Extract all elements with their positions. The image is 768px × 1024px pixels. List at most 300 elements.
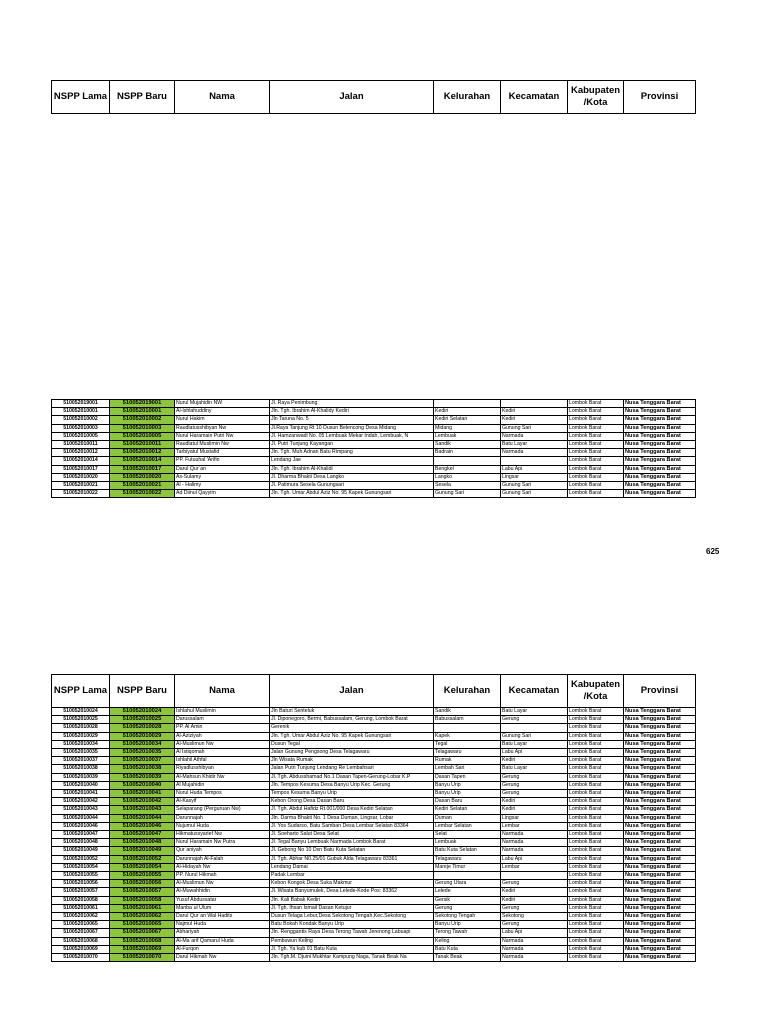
cell-kabupaten-kota: Lombok Barat	[568, 855, 624, 863]
cell-jalan: Padak Lembar	[270, 872, 434, 880]
table-row	[52, 449, 696, 457]
table-row	[52, 839, 696, 847]
cell-nspp-baru: 510052010035	[110, 749, 175, 757]
cell-kabupaten-kota: Lombok Barat	[568, 708, 624, 716]
cell-kabupaten-kota: Lombok Barat	[568, 831, 624, 839]
cell-provinsi: Nusa Tenggara Barat	[624, 716, 696, 724]
cell-nama: Al - Halimy	[175, 482, 270, 490]
cell-kelurahan: Dasan Tapen	[434, 773, 501, 781]
cell-nspp-baru: 510052010012	[110, 449, 175, 457]
table-row	[52, 441, 696, 449]
cell-kelurahan: Sandik	[434, 708, 501, 716]
cell-nspp-baru: 510052010043	[110, 806, 175, 814]
cell-nspp-baru: 510052010038	[110, 765, 175, 773]
cell-nama: Nurul Mujahidin NW	[175, 400, 270, 408]
table-row	[52, 473, 696, 481]
cell-nama: Tarbiyatul Mustafid	[175, 449, 270, 457]
cell-nspp-baru: 510052010025	[110, 716, 175, 724]
cell-nspp-lama: 510052010035	[52, 749, 110, 757]
col-kabupaten-kota: Kabupaten /Kota	[568, 81, 624, 114]
cell-nspp-lama: 510052010040	[52, 781, 110, 789]
cell-kelurahan: Lelede	[434, 888, 501, 896]
cell-nspp-lama: 510052010028	[52, 724, 110, 732]
cell-jalan: Jln. Tgh. Ibrahim Al-Khalidi	[270, 465, 434, 473]
cell-nama: Al-Mahsun Khidir Nw	[175, 773, 270, 781]
cell-kelurahan	[434, 400, 501, 408]
cell-nspp-lama: 510052010029	[52, 732, 110, 740]
table-row	[52, 482, 696, 490]
cell-provinsi: Nusa Tenggara Barat	[624, 896, 696, 904]
cell-nspp-baru: 510052010037	[110, 757, 175, 765]
cell-nspp-baru: 510052010052	[110, 855, 175, 863]
cell-kabupaten-kota: Lombok Barat	[568, 432, 624, 440]
cell-kelurahan: Lembar Selatan	[434, 822, 501, 830]
cell-nspp-baru: 510052010039	[110, 773, 175, 781]
col-kelurahan: Kelurahan	[434, 675, 501, 708]
cell-nspp-lama: 510052010042	[52, 798, 110, 806]
cell-nspp-lama: 510052010057	[52, 888, 110, 896]
cell-kecamatan: Batu Layar	[501, 708, 568, 716]
cell-nspp-baru: 510052010011	[110, 441, 175, 449]
cell-kecamatan: Gerung	[501, 790, 568, 798]
cell-kabupaten-kota: Lombok Barat	[568, 400, 624, 408]
cell-nama: Al-Furqon	[175, 945, 270, 953]
cell-nspp-lama: 510052010011	[52, 441, 110, 449]
cell-kecamatan: Narmada	[501, 831, 568, 839]
cell-kecamatan: Narmada	[501, 937, 568, 945]
cell-nama: Nujumul Huda	[175, 822, 270, 830]
table-row	[52, 822, 696, 830]
cell-kecamatan: Lembar	[501, 863, 568, 871]
cell-kabupaten-kota: Lombok Barat	[568, 757, 624, 765]
cell-kecamatan: Gunung Sari	[501, 490, 568, 498]
data-table-page-1	[51, 399, 696, 498]
cell-nama: Nurul Hakim	[175, 416, 270, 424]
cell-provinsi: Nusa Tenggara Barat	[624, 929, 696, 937]
cell-provinsi: Nusa Tenggara Barat	[624, 773, 696, 781]
cell-provinsi: Nusa Tenggara Barat	[624, 457, 696, 465]
cell-nspp-lama: 510052010047	[52, 831, 110, 839]
cell-nspp-lama: 510052010022	[52, 490, 110, 498]
cell-kelurahan: Tegal	[434, 740, 501, 748]
cell-nama: Manba`ul Ulum	[175, 904, 270, 912]
cell-kecamatan: Labu Api	[501, 465, 568, 473]
cell-nspp-baru: 510052010001	[110, 408, 175, 416]
cell-kabupaten-kota: Lombok Barat	[568, 773, 624, 781]
cell-provinsi: Nusa Tenggara Barat	[624, 872, 696, 880]
cell-nspp-baru: 510052010014	[110, 457, 175, 465]
cell-nama: Darul Qur`an	[175, 465, 270, 473]
cell-kabupaten-kota: Lombok Barat	[568, 814, 624, 822]
cell-nspp-baru: 510052010034	[110, 740, 175, 748]
cell-kabupaten-kota: Lombok Barat	[568, 441, 624, 449]
cell-nspp-baru: 510052010042	[110, 798, 175, 806]
cell-jalan: Jln. Tgh. Muh Adnan Batu Rimpang	[270, 449, 434, 457]
cell-kabupaten-kota: Lombok Barat	[568, 798, 624, 806]
cell-provinsi: Nusa Tenggara Barat	[624, 863, 696, 871]
cell-nama: Darunnajah	[175, 814, 270, 822]
table-row	[52, 716, 696, 724]
cell-nspp-lama: 510052010017	[52, 465, 110, 473]
table-row	[52, 913, 696, 921]
cell-kecamatan: Lembar	[501, 822, 568, 830]
cell-kecamatan: Gerung	[501, 904, 568, 912]
cell-kabupaten-kota: Lombok Barat	[568, 473, 624, 481]
cell-nama: Al-Aziziyah	[175, 732, 270, 740]
cell-kelurahan	[434, 457, 501, 465]
cell-provinsi: Nusa Tenggara Barat	[624, 937, 696, 945]
cell-provinsi: Nusa Tenggara Barat	[624, 416, 696, 424]
cell-kelurahan: Badrain	[434, 449, 501, 457]
cell-kecamatan: Narmada	[501, 432, 568, 440]
cell-provinsi: Nusa Tenggara Barat	[624, 724, 696, 732]
table-row	[52, 408, 696, 416]
cell-nspp-lama: 510052010025	[52, 716, 110, 724]
table-row	[52, 847, 696, 855]
cell-kelurahan: Banyu Urip	[434, 781, 501, 789]
cell-nama: Qur`aniyah	[175, 847, 270, 855]
cell-kabupaten-kota: Lombok Barat	[568, 416, 624, 424]
cell-kelurahan: Terong Tawah	[434, 929, 501, 937]
cell-provinsi: Nusa Tenggara Barat	[624, 831, 696, 839]
cell-nspp-lama: 510052010070	[52, 954, 110, 962]
cell-provinsi: Nusa Tenggara Barat	[624, 490, 696, 498]
cell-kelurahan: Bengkel	[434, 465, 501, 473]
cell-kecamatan: Lingsar	[501, 473, 568, 481]
cell-nspp-lama: 510052010041	[52, 790, 110, 798]
cell-kelurahan: Kediri	[434, 408, 501, 416]
cell-kecamatan: Kediri	[501, 888, 568, 896]
cell-nspp-lama: 510052010039	[52, 773, 110, 781]
cell-nspp-lama: 510052010014	[52, 457, 110, 465]
cell-jalan: Jln. Tgh. Umar Abdul Aziz No. 95 Kapek Gunungsari	[270, 490, 434, 498]
cell-provinsi: Nusa Tenggara Barat	[624, 954, 696, 962]
cell-kecamatan: Labu Api	[501, 855, 568, 863]
cell-jalan: Jl. Tgh. Ihsan Ismail Dasan Ketujur	[270, 904, 434, 912]
cell-jalan: Jln Taruna No. 5	[270, 416, 434, 424]
cell-nspp-lama: 510052010061	[52, 904, 110, 912]
table-row	[52, 749, 696, 757]
cell-kabupaten-kota: Lombok Barat	[568, 482, 624, 490]
cell-jalan: Kebon Orong Desa Dasan Baru	[270, 798, 434, 806]
table-row	[52, 724, 696, 732]
cell-nspp-lama: 510052010037	[52, 757, 110, 765]
cell-kelurahan: Langko	[434, 473, 501, 481]
table-row	[52, 929, 696, 937]
cell-kabupaten-kota: Lombok Barat	[568, 929, 624, 937]
cell-nama: Al-Ma`arif Qamarul Huda	[175, 937, 270, 945]
cell-nama: Yusuf Abdussatar	[175, 896, 270, 904]
col-jalan: Jalan	[270, 675, 434, 708]
cell-kecamatan: Kediri	[501, 757, 568, 765]
cell-kecamatan: Batu Layar	[501, 441, 568, 449]
table-header-page-1	[51, 80, 696, 114]
cell-kabupaten-kota: Lombok Barat	[568, 465, 624, 473]
cell-nspp-lama: 510052010056	[52, 880, 110, 888]
cell-kabupaten-kota: Lombok Barat	[568, 913, 624, 921]
cell-kecamatan: Gerung	[501, 773, 568, 781]
cell-kecamatan	[501, 872, 568, 880]
cell-kecamatan: Batu Layar	[501, 740, 568, 748]
col-nspp-lama: NSPP Lama	[52, 675, 110, 708]
cell-kecamatan: Gunung Sari	[501, 482, 568, 490]
cell-nama: Najmul Huda	[175, 921, 270, 929]
cell-provinsi: Nusa Tenggara Barat	[624, 449, 696, 457]
table-row	[52, 954, 696, 962]
cell-nspp-baru: 510052010002	[110, 416, 175, 424]
cell-jalan: Jl. Tgh. Abhar N0.25/01 Gubuk Alda Telagawaru 83361	[270, 855, 434, 863]
cell-nspp-baru: 510052010022	[110, 490, 175, 498]
cell-nama: Al-Ishlahuddiny	[175, 408, 270, 416]
cell-provinsi: Nusa Tenggara Barat	[624, 806, 696, 814]
cell-jalan: Jalan Gunung Pengsong Desa Telagawaru	[270, 749, 434, 757]
cell-kelurahan: Lembuak	[434, 432, 501, 440]
cell-nama: Selaparang (Perguruan Nw)	[175, 806, 270, 814]
cell-kabupaten-kota: Lombok Barat	[568, 888, 624, 896]
cell-nspp-baru: 510052010058	[110, 896, 175, 904]
cell-nama: Al-Kasyif	[175, 798, 270, 806]
col-kecamatan: Kecamatan	[501, 81, 568, 114]
cell-jalan: Jl. Yos Sudarso, Batu Samban Desa Lembar Selatan 83364	[270, 822, 434, 830]
table-row	[52, 863, 696, 871]
cell-kelurahan: Duman	[434, 814, 501, 822]
cell-kelurahan: Gerung Utara	[434, 880, 501, 888]
cell-jalan: Jln. Tempos Kesuma Desa Banyu Urip Kec. Gerung	[270, 781, 434, 789]
cell-kabupaten-kota: Lombok Barat	[568, 937, 624, 945]
cell-nama: Ishlahil Athfal	[175, 757, 270, 765]
cell-kelurahan: Babussalam	[434, 716, 501, 724]
cell-provinsi: Nusa Tenggara Barat	[624, 408, 696, 416]
table-header-page-2	[52, 675, 696, 708]
col-nspp-baru: NSPP Baru	[110, 81, 175, 114]
cell-jalan: Jl. Soeharto Salut Desa Selat	[270, 831, 434, 839]
cell-nspp-baru: 510052010049	[110, 847, 175, 855]
cell-jalan: Jl. Patimura Sesela Gunungsari	[270, 482, 434, 490]
cell-jalan: Batu Bokah Kondak Banyu Urip	[270, 921, 434, 929]
cell-kelurahan: Selat	[434, 831, 501, 839]
cell-nama: Al-Hidayah Nw	[175, 863, 270, 871]
cell-kecamatan: Kediri	[501, 896, 568, 904]
cell-provinsi: Nusa Tenggara Barat	[624, 400, 696, 408]
cell-nspp-lama: 510052010020	[52, 473, 110, 481]
col-kecamatan: Kecamatan	[501, 675, 568, 708]
cell-kelurahan: Gersik	[434, 896, 501, 904]
cell-jalan: Jl. Hamzanwadi No. 05 Lembuak Mekar Indah, Lembuak, N	[270, 432, 434, 440]
cell-nama: Nurul Huda Tempos	[175, 790, 270, 798]
col-provinsi: Provinsi	[624, 675, 696, 708]
cell-nspp-lama: 510052010052	[52, 855, 110, 863]
cell-nspp-lama: 510052010065	[52, 921, 110, 929]
table-row	[52, 708, 696, 716]
cell-nspp-baru: 510052010070	[110, 954, 175, 962]
cell-kecamatan: Narmada	[501, 839, 568, 847]
cell-kecamatan: Labu Api	[501, 929, 568, 937]
cell-nspp-lama: 510052010003	[52, 424, 110, 432]
cell-nama: PP. Nurul Hikmah	[175, 872, 270, 880]
cell-kabupaten-kota: Lombok Barat	[568, 740, 624, 748]
cell-nama: Ad Diinul Qayyim	[175, 490, 270, 498]
table-row	[52, 814, 696, 822]
table-row	[52, 781, 696, 789]
cell-kecamatan: Narmada	[501, 945, 568, 953]
cell-kelurahan: Kediri Selatan	[434, 416, 501, 424]
table-row	[52, 765, 696, 773]
cell-jalan: Jl. Raya Penimbung	[270, 400, 434, 408]
cell-jalan: Jl. Tgh. Abdul Hafidz Rt.001/000 Desa Kediri Selatan	[270, 806, 434, 814]
table-row	[52, 872, 696, 880]
cell-kelurahan	[434, 872, 501, 880]
cell-nspp-baru: 510052010048	[110, 839, 175, 847]
cell-jalan: Dusun Telaga Lebur,Desa Sekotong Tengah,Kec.Sekotong	[270, 913, 434, 921]
cell-jalan: Jl. Tgh. Ya`kub 01 Batu Kuta	[270, 945, 434, 953]
cell-provinsi: Nusa Tenggara Barat	[624, 482, 696, 490]
col-provinsi: Provinsi	[624, 81, 696, 114]
table-row	[52, 880, 696, 888]
cell-nama: PP. Futuuhal 'Arifin	[175, 457, 270, 465]
page-number: 625	[706, 547, 720, 556]
cell-nspp-lama: 510052010049	[52, 847, 110, 855]
cell-nama: Darunnajah Al-Falah	[175, 855, 270, 863]
cell-kabupaten-kota: Lombok Barat	[568, 790, 624, 798]
cell-provinsi: Nusa Tenggara Barat	[624, 781, 696, 789]
table-row	[52, 757, 696, 765]
table-row	[52, 740, 696, 748]
cell-jalan: Dusun Tegal	[270, 740, 434, 748]
cell-nama: Darul Qur`an Wal Hadits	[175, 913, 270, 921]
cell-jalan: Jl. Tgh. Abdusshamad No.1 Dasan Tapen-Gerung-Lobar K.P	[270, 773, 434, 781]
cell-nspp-lama: 510052010034	[52, 740, 110, 748]
table-row	[52, 424, 696, 432]
col-nspp-baru: NSPP Baru	[110, 675, 175, 708]
cell-kecamatan: Lingsar	[501, 814, 568, 822]
cell-kecamatan: Gerung	[501, 781, 568, 789]
cell-nama: Hikmatussyarief Nw	[175, 831, 270, 839]
cell-nspp-baru: 510052010046	[110, 822, 175, 830]
cell-nama: Al-Muwahhidin	[175, 888, 270, 896]
cell-kabupaten-kota: Lombok Barat	[568, 724, 624, 732]
cell-kecamatan	[501, 724, 568, 732]
cell-kelurahan: Midang	[434, 424, 501, 432]
cell-nspp-baru: 510052010024	[110, 708, 175, 716]
cell-kelurahan: Banyu Urip	[434, 790, 501, 798]
cell-nama: Riyadlusshibyan	[175, 765, 270, 773]
cell-provinsi: Nusa Tenggara Barat	[624, 847, 696, 855]
cell-nspp-baru: 510052010062	[110, 913, 175, 921]
cell-kabupaten-kota: Lombok Barat	[568, 904, 624, 912]
cell-jalan: Jln. Darma Bhakti No. 1 Desa Duman, Lingsar, Lobar	[270, 814, 434, 822]
cell-nama: PP. Al Amin	[175, 724, 270, 732]
cell-jalan: Jln. Tgh.M. Djuini Mukhtar Kampung Naga, Tanak Beak Na	[270, 954, 434, 962]
cell-nspp-baru: 510052010021	[110, 482, 175, 490]
cell-kabupaten-kota: Lombok Barat	[568, 847, 624, 855]
cell-kelurahan: Batu Kuta Selatan	[434, 847, 501, 855]
table-row	[52, 945, 696, 953]
cell-nspp-lama: 510052010044	[52, 814, 110, 822]
cell-kabupaten-kota: Lombok Barat	[568, 449, 624, 457]
cell-provinsi: Nusa Tenggara Barat	[624, 740, 696, 748]
cell-jalan: Jl.Raya Tanjung Rt 10 Dusun Belencong Desa Midang	[270, 424, 434, 432]
cell-nspp-baru: 510052010020	[110, 473, 175, 481]
cell-provinsi: Nusa Tenggara Barat	[624, 798, 696, 806]
table-row	[52, 773, 696, 781]
cell-kecamatan: Sekotong	[501, 913, 568, 921]
cell-nama: Al Mujahidin	[175, 781, 270, 789]
cell-kelurahan: Lembuak	[434, 839, 501, 847]
cell-provinsi: Nusa Tenggara Barat	[624, 921, 696, 929]
cell-provinsi: Nusa Tenggara Barat	[624, 732, 696, 740]
cell-kecamatan	[501, 457, 568, 465]
cell-jalan: Jl. Putri Tunjung Kayangan	[270, 441, 434, 449]
cell-nama: Al Istiqomah	[175, 749, 270, 757]
cell-nspp-lama: 510052010001	[52, 408, 110, 416]
cell-kecamatan: Kediri	[501, 798, 568, 806]
cell-jalan: Jl. Wisata Banyumulek, Desa Lelede-Kode Pos: 83362	[270, 888, 434, 896]
table-row	[52, 806, 696, 814]
cell-jalan: Lendang Damai	[270, 863, 434, 871]
cell-nspp-baru: 510052010068	[110, 937, 175, 945]
cell-provinsi: Nusa Tenggara Barat	[624, 757, 696, 765]
cell-nspp-baru: 510052010029	[110, 732, 175, 740]
cell-kecamatan: Gunung Sari	[501, 424, 568, 432]
cell-kabupaten-kota: Lombok Barat	[568, 424, 624, 432]
cell-nspp-baru: 510052010061	[110, 904, 175, 912]
cell-kabupaten-kota: Lombok Barat	[568, 749, 624, 757]
cell-jalan: Jln Baturi Senteluk	[270, 708, 434, 716]
table-row	[52, 790, 696, 798]
table-row	[52, 432, 696, 440]
cell-jalan: Jl. Diponegoro, Bermi, Babussalam, Gerung, Lombok Barat	[270, 716, 434, 724]
cell-jalan: Gerenik	[270, 724, 434, 732]
rows-page-2	[52, 708, 696, 962]
cell-kecamatan: Labu Api	[501, 749, 568, 757]
cell-nspp-lama: 510052010055	[52, 872, 110, 880]
cell-kelurahan: Kapek	[434, 732, 501, 740]
table-row	[52, 888, 696, 896]
cell-nspp-lama: 510052010058	[52, 896, 110, 904]
cell-provinsi: Nusa Tenggara Barat	[624, 708, 696, 716]
cell-nspp-baru: 510052010067	[110, 929, 175, 937]
cell-jalan: Jln Wisata Rumak	[270, 757, 434, 765]
cell-provinsi: Nusa Tenggara Barat	[624, 839, 696, 847]
cell-kelurahan: Lembah Sari	[434, 765, 501, 773]
cell-kelurahan: Dasan Baru	[434, 798, 501, 806]
cell-provinsi: Nusa Tenggara Barat	[624, 790, 696, 798]
cell-kabupaten-kota: Lombok Barat	[568, 490, 624, 498]
cell-nama: Al-Muslimun Nw	[175, 740, 270, 748]
cell-nspp-baru: 510052010065	[110, 921, 175, 929]
cell-kecamatan: Narmada	[501, 847, 568, 855]
cell-kelurahan: Telagawaru	[434, 749, 501, 757]
cell-nspp-baru: 510052010041	[110, 790, 175, 798]
cell-provinsi: Nusa Tenggara Barat	[624, 749, 696, 757]
cell-jalan: Lendang Jae	[270, 457, 434, 465]
cell-jalan: Kebon Kongok Desa Suka Makmur	[270, 880, 434, 888]
cell-nama: Raudlatusshibyan Nw	[175, 424, 270, 432]
table-row	[52, 416, 696, 424]
cell-nama: Raudlatul Muslimin Nw	[175, 441, 270, 449]
cell-provinsi: Nusa Tenggara Barat	[624, 945, 696, 953]
cell-jalan: Tempos Kesuma Banyu Urip	[270, 790, 434, 798]
cell-kabupaten-kota: Lombok Barat	[568, 457, 624, 465]
cell-kelurahan: Keling	[434, 937, 501, 945]
cell-nspp-lama: 510052010005	[52, 432, 110, 440]
cell-kecamatan	[501, 400, 568, 408]
cell-kabupaten-kota: Lombok Barat	[568, 732, 624, 740]
col-kabupaten-kota: Kabupaten /Kota	[568, 675, 624, 708]
table-row	[52, 855, 696, 863]
cell-kecamatan: Kediri	[501, 806, 568, 814]
cell-kecamatan: Gerung	[501, 880, 568, 888]
